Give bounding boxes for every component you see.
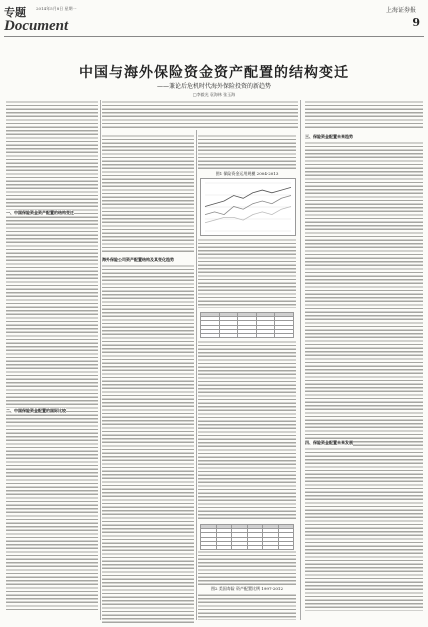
text-column-1 bbox=[6, 100, 98, 610]
newspaper-name: 上海证券报 bbox=[385, 7, 416, 14]
column-divider bbox=[100, 100, 101, 620]
line-chart-1 bbox=[201, 179, 295, 235]
text-column-3c bbox=[198, 340, 296, 520]
figure-1-chart bbox=[200, 178, 296, 236]
section-label-cn: 专题 bbox=[4, 6, 26, 19]
intro-paragraph-right bbox=[305, 100, 423, 130]
text-column-2a bbox=[102, 134, 194, 254]
section-heading-5: 四、保险资金配置未来发展 bbox=[305, 440, 353, 445]
data-table-1 bbox=[200, 312, 294, 338]
issue-date: 2014年5月8日 星期一 bbox=[36, 6, 77, 11]
section-heading-2: 二、中国保险资金配置的国际比较 bbox=[6, 408, 66, 413]
section-label-en: Document bbox=[4, 18, 69, 34]
text-column-3b bbox=[198, 238, 296, 308]
chart-series-line-2 bbox=[205, 196, 291, 215]
header-rule bbox=[4, 36, 424, 37]
data-table-2 bbox=[200, 524, 294, 550]
article-byline: □李毅光 袁海林 张玉海 bbox=[192, 92, 236, 97]
section-heading-3: 海外保险公司资产配置结构及其变化趋势 bbox=[102, 257, 174, 262]
chart-series-line-3 bbox=[205, 207, 291, 223]
masthead bbox=[0, 0, 428, 46]
section-heading-4: 三、保险资金配置未来趋势 bbox=[305, 134, 353, 139]
figure-1-caption: 图1 保险资金运用规模 2004-2013 bbox=[198, 171, 296, 177]
column-divider bbox=[300, 100, 301, 620]
column-divider bbox=[196, 130, 197, 620]
text-column-3a bbox=[198, 134, 296, 170]
section-heading-1: 一、中国保险资金资产配置的结构变迁 bbox=[6, 210, 74, 215]
intro-paragraph bbox=[102, 100, 298, 130]
text-column-4 bbox=[305, 141, 423, 611]
article-subtitle: ——兼论后危机时代海外保险投资的新趋势 bbox=[156, 83, 271, 90]
figure-2-caption: 图2 美国寿险 资产配置比例 1997-2012 bbox=[198, 586, 296, 592]
chart-series-line-1 bbox=[205, 187, 291, 206]
page-number: 9 bbox=[412, 16, 420, 29]
text-column-3d bbox=[198, 550, 296, 620]
article-title: 中国与海外保险资金资产配置的结构变迁 bbox=[79, 65, 349, 81]
text-column-2b bbox=[102, 264, 194, 624]
